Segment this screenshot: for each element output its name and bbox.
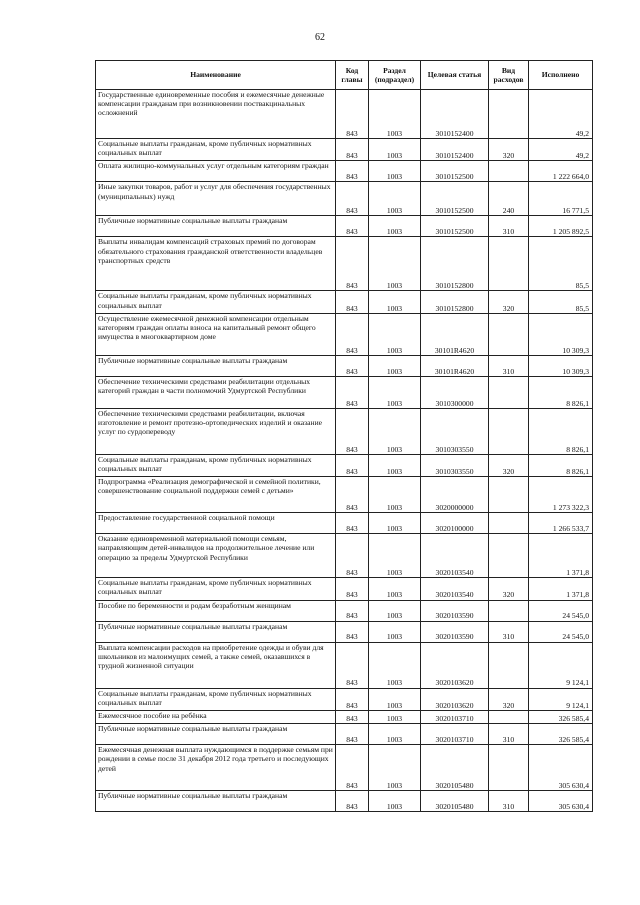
cell-name: Обеспечение техническими средствами реабилитации отдельных категорий граждан в части полномочий Удмуртской Республики: [96, 376, 336, 408]
cell-code: 843: [336, 745, 369, 791]
cell-kind: [489, 90, 529, 139]
cell-name: Социальные выплаты гражданам, кроме публичных нормативных социальных выплат: [96, 578, 336, 600]
cell-section: 1003: [369, 621, 421, 642]
cell-code: 843: [336, 139, 369, 161]
cell-kind: [489, 477, 529, 513]
table-row: [96, 642, 593, 688]
cell-kind: 310: [489, 216, 529, 237]
cell-kind: 320: [489, 688, 529, 710]
cell-name: Социальные выплаты гражданам, кроме публичных нормативных социальных выплат: [96, 291, 336, 313]
cell-done: 8 826,1: [529, 408, 593, 454]
cell-name: Социальные выплаты гражданам, кроме публичных нормативных социальных выплат: [96, 139, 336, 161]
table-row: [96, 90, 593, 139]
cell-section: 1003: [369, 578, 421, 600]
cell-name: Публичные нормативные социальные выплаты гражданам: [96, 216, 336, 237]
cell-target: 3020103710: [421, 724, 489, 745]
cell-target: 3020000000: [421, 477, 489, 513]
cell-code: 843: [336, 791, 369, 812]
cell-name: Социальные выплаты гражданам, кроме публичных нормативных социальных выплат: [96, 688, 336, 710]
header-section: Раздел (подраздел): [369, 61, 421, 90]
cell-section: 1003: [369, 454, 421, 476]
table-row: [96, 355, 593, 376]
cell-done: 10 309,3: [529, 313, 593, 355]
cell-kind: 320: [489, 291, 529, 313]
table-row: [96, 376, 593, 408]
cell-done: 9 124,1: [529, 642, 593, 688]
cell-section: 1003: [369, 791, 421, 812]
cell-done: 49,2: [529, 139, 593, 161]
cell-target: 30101R4620: [421, 355, 489, 376]
cell-target: 3020103540: [421, 578, 489, 600]
cell-name: Выплаты инвалидам компенсаций страховых премий по договорам обязательного страхования гражданской ответственности владельцев транспортных средств: [96, 237, 336, 291]
cell-name: Социальные выплаты гражданам, кроме публичных нормативных социальных выплат: [96, 454, 336, 476]
table-row: [96, 291, 593, 313]
cell-name: Публичные нормативные социальные выплаты гражданам: [96, 724, 336, 745]
cell-done: 10 309,3: [529, 355, 593, 376]
cell-target: 3010152500: [421, 161, 489, 182]
table-row: [96, 513, 593, 534]
cell-name: Публичные нормативные социальные выплаты гражданам: [96, 791, 336, 812]
cell-code: 843: [336, 513, 369, 534]
cell-code: 843: [336, 688, 369, 710]
cell-done: 1 371,8: [529, 534, 593, 578]
cell-kind: [489, 600, 529, 621]
cell-code: 843: [336, 534, 369, 578]
table-row: [96, 216, 593, 237]
cell-done: 8 826,1: [529, 376, 593, 408]
cell-name: Ежемесячное пособие на ребёнка: [96, 711, 336, 724]
table-row: [96, 745, 593, 791]
cell-kind: 310: [489, 355, 529, 376]
table-row: [96, 534, 593, 578]
cell-target: 3010152500: [421, 182, 489, 216]
cell-kind: [489, 711, 529, 724]
cell-section: 1003: [369, 724, 421, 745]
page-number: 62: [315, 32, 325, 43]
table-row: [96, 477, 593, 513]
cell-done: 1 266 533,7: [529, 513, 593, 534]
cell-section: 1003: [369, 600, 421, 621]
table-row: [96, 724, 593, 745]
cell-code: 843: [336, 621, 369, 642]
cell-target: 3020103710: [421, 711, 489, 724]
cell-section: 1003: [369, 745, 421, 791]
cell-name: Государственные единовременные пособия и ежемесячные денежные компенсации гражданам при возникновении поствакцинальных осложнений: [96, 90, 336, 139]
cell-code: 843: [336, 182, 369, 216]
cell-target: 3020103540: [421, 534, 489, 578]
table-row: [96, 161, 593, 182]
cell-code: 843: [336, 642, 369, 688]
table-row: [96, 600, 593, 621]
cell-done: 1 222 664,0: [529, 161, 593, 182]
cell-kind: 310: [489, 621, 529, 642]
header-target: Целевая статья: [421, 61, 489, 90]
cell-section: 1003: [369, 711, 421, 724]
cell-done: 326 585,4: [529, 724, 593, 745]
cell-done: 305 630,4: [529, 745, 593, 791]
cell-target: 3020103620: [421, 642, 489, 688]
cell-section: 1003: [369, 216, 421, 237]
table-row: [96, 578, 593, 600]
cell-code: 843: [336, 454, 369, 476]
cell-code: 843: [336, 376, 369, 408]
cell-done: 24 545,0: [529, 600, 593, 621]
cell-section: 1003: [369, 376, 421, 408]
cell-section: 1003: [369, 139, 421, 161]
cell-kind: 310: [489, 791, 529, 812]
cell-section: 1003: [369, 90, 421, 139]
cell-name: Выплата компенсации расходов на приобретение одежды и обуви для школьников из малоимущих семей, а также семей, оказавшихся в трудной жизненной ситуации: [96, 642, 336, 688]
cell-name: Оказание единовременной материальной помощи семьям, направляющим детей-инвалидов на продолжительное лечение или операцию за пределы Удмуртской Республики: [96, 534, 336, 578]
table-row: [96, 139, 593, 161]
table-row: [96, 182, 593, 216]
cell-done: 1 205 892,5: [529, 216, 593, 237]
cell-section: 1003: [369, 182, 421, 216]
cell-kind: [489, 161, 529, 182]
header-code: Код главы: [336, 61, 369, 90]
cell-done: 16 771,5: [529, 182, 593, 216]
cell-target: 3020103590: [421, 600, 489, 621]
cell-section: 1003: [369, 408, 421, 454]
cell-name: Ежемесячная денежная выплата нуждающимся в поддержке семьям при рождении в семье после 31 декабря 2012 года третьего и последующих детей: [96, 745, 336, 791]
cell-section: 1003: [369, 355, 421, 376]
cell-section: 1003: [369, 534, 421, 578]
cell-code: 843: [336, 313, 369, 355]
header-name: Наименование: [96, 61, 336, 90]
cell-code: 843: [336, 477, 369, 513]
cell-kind: [489, 513, 529, 534]
cell-target: 3020100000: [421, 513, 489, 534]
cell-kind: 320: [489, 139, 529, 161]
cell-kind: [489, 408, 529, 454]
table-body: [96, 90, 593, 812]
cell-code: 843: [336, 408, 369, 454]
cell-section: 1003: [369, 642, 421, 688]
cell-target: 3010152400: [421, 139, 489, 161]
cell-code: 843: [336, 90, 369, 139]
cell-target: 3010303550: [421, 454, 489, 476]
cell-kind: [489, 534, 529, 578]
cell-section: 1003: [369, 291, 421, 313]
cell-target: 3010303550: [421, 408, 489, 454]
cell-target: 3010300000: [421, 376, 489, 408]
table-header-row: [96, 61, 593, 90]
cell-name: Пособие по беременности и родам безработным женщинам: [96, 600, 336, 621]
cell-name: Оплата жилищно-коммунальных услуг отдельным категориям граждан: [96, 161, 336, 182]
cell-done: 49,2: [529, 90, 593, 139]
cell-target: 3020103590: [421, 621, 489, 642]
cell-kind: [489, 237, 529, 291]
table-row: [96, 237, 593, 291]
cell-kind: [489, 642, 529, 688]
cell-target: 3020105480: [421, 791, 489, 812]
cell-name: Обеспечение техническими средствами реабилитации, включая изготовление и ремонт протезно-ортопедических изделий и оказание услуг по сурдопереводу: [96, 408, 336, 454]
header-done: Исполнено: [529, 61, 593, 90]
cell-kind: 320: [489, 454, 529, 476]
table-row: [96, 454, 593, 476]
cell-name: Публичные нормативные социальные выплаты гражданам: [96, 621, 336, 642]
cell-section: 1003: [369, 313, 421, 355]
cell-code: 843: [336, 711, 369, 724]
cell-kind: [489, 313, 529, 355]
table-row: [96, 621, 593, 642]
cell-section: 1003: [369, 513, 421, 534]
cell-done: 305 630,4: [529, 791, 593, 812]
cell-done: 85,5: [529, 237, 593, 291]
cell-kind: 320: [489, 578, 529, 600]
cell-target: 30101R4620: [421, 313, 489, 355]
cell-name: Публичные нормативные социальные выплаты гражданам: [96, 355, 336, 376]
cell-target: 3020103620: [421, 688, 489, 710]
cell-done: 24 545,0: [529, 621, 593, 642]
cell-code: 843: [336, 216, 369, 237]
cell-target: 3020105480: [421, 745, 489, 791]
cell-code: 843: [336, 600, 369, 621]
cell-done: 1 273 322,3: [529, 477, 593, 513]
cell-name: Подпрограмма «Реализация демографической и семейной политики, совершенствование социальной поддержки семей с детьми»: [96, 477, 336, 513]
cell-kind: [489, 745, 529, 791]
cell-section: 1003: [369, 477, 421, 513]
cell-kind: [489, 376, 529, 408]
cell-code: 843: [336, 578, 369, 600]
cell-kind: 240: [489, 182, 529, 216]
table-row: [96, 791, 593, 812]
table-row: [96, 313, 593, 355]
cell-target: 3010152500: [421, 216, 489, 237]
cell-code: 843: [336, 237, 369, 291]
table-row: [96, 408, 593, 454]
cell-done: 1 371,8: [529, 578, 593, 600]
cell-done: 9 124,1: [529, 688, 593, 710]
cell-done: 8 826,1: [529, 454, 593, 476]
cell-target: 3010152800: [421, 237, 489, 291]
cell-code: 843: [336, 724, 369, 745]
header-kind: Вид расходов: [489, 61, 529, 90]
cell-name: Иные закупки товаров, работ и услуг для обеспечения государственных (муниципальных) нужд: [96, 182, 336, 216]
cell-name: Осуществление ежемесячной денежной компенсации отдельным категориям граждан оплаты взноса на капитальный ремонт общего имущества в многоквартирном доме: [96, 313, 336, 355]
table-row: [96, 711, 593, 724]
cell-target: 3010152400: [421, 90, 489, 139]
cell-name: Предоставление государственной социальной помощи: [96, 513, 336, 534]
cell-done: 85,5: [529, 291, 593, 313]
cell-code: 843: [336, 161, 369, 182]
table-row: [96, 688, 593, 710]
cell-code: 843: [336, 355, 369, 376]
cell-section: 1003: [369, 688, 421, 710]
cell-code: 843: [336, 291, 369, 313]
cell-section: 1003: [369, 237, 421, 291]
cell-done: 326 585,4: [529, 711, 593, 724]
cell-section: 1003: [369, 161, 421, 182]
cell-kind: 310: [489, 724, 529, 745]
cell-target: 3010152800: [421, 291, 489, 313]
budget-table: [95, 60, 593, 812]
